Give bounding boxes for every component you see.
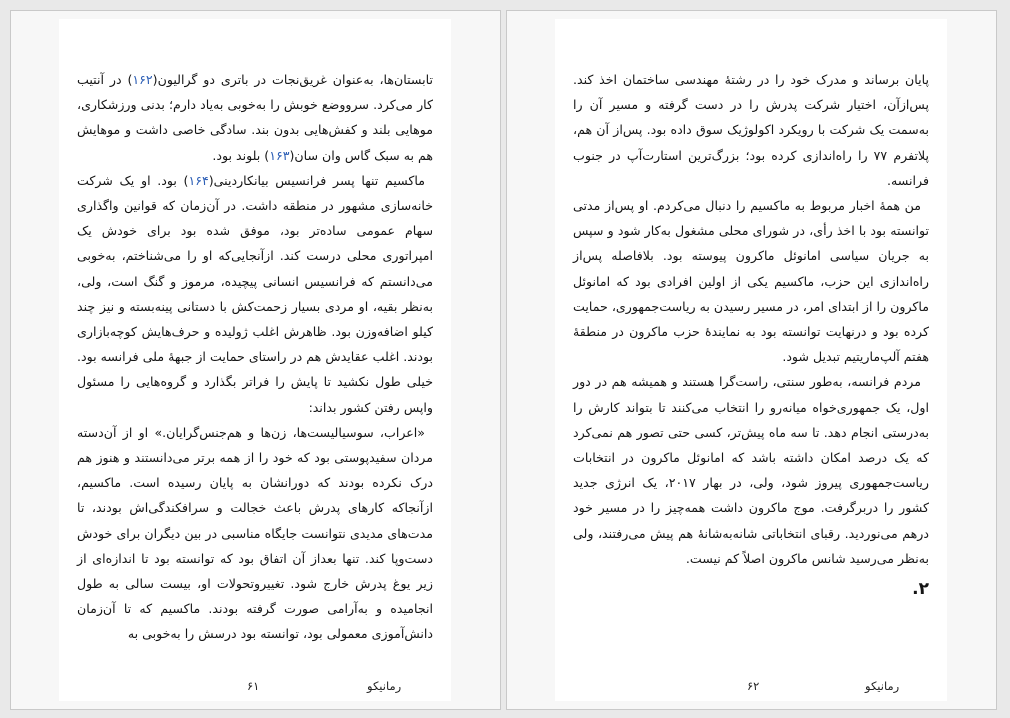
footnote-reference[interactable]: ۱۶۲ [132, 72, 153, 87]
paragraph: من همهٔ اخبار مربوط به ماکسیم را دنبال می‌کردم. او پس‌از مدتی توانسته بود با اخذ رأی، در شورای محلی مشغول به‌کار شود و سپس به جریان سیاسی امانوئل ماکرون پیوسته بود. بلافاصله پس‌از راه‌اندازی این حزب، ماکسیم یکی از اولین افرادی بود که امانوئل ماکرون را از ابتدای امر، در مسیر رسیدن به ریاست‌جمهوری، حمایت کرده بود و درنهایت توانسته بود به نمایندهٔ حزب ماکرون در منطقهٔ هفتم آلپ‌ماریتیم تبدیل شود. [573, 198, 929, 365]
paragraph: پایان برساند و مدرک خود را در رشتهٔ مهندسی ساختمان اخذ کند. پس‌ازآن، اختیار شرکت پدرش را در دست گرفته و مسیر آن را به‌سمت یک شرکت با رویکرد اکولوژیک سوق داده بود. پس‌از آن هم، پلاتفرم ۷۷ را راه‌اندازی کرده بود؛ بزرگ‌ترین استارت‌آپ در جنوب فرانسه. [573, 72, 929, 188]
footnote-reference[interactable]: ۱۶۴ [188, 172, 209, 188]
left-page [10, 10, 501, 710]
page-number: ۶۱ [247, 679, 260, 693]
footnote-reference[interactable]: ۱۶۳ [269, 147, 290, 163]
left-page-text [77, 67, 433, 647]
paragraph: «اعراب، سوسیالیست‌ها، زن‌ها و هم‌جنس‌گرایان.» او از آن‌دسته مردان سفیدپوستی بود که خود را از همه برتر می‌دانستند و هنوز هم درک نکرده بودند که دورانشان به پایان رسیده است. ماکسیم، ازآنجاکه کارهای پدرش باعث خجالت و سرافکندگی‌اش بودند، تا مدت‌های مدیدی نتوانست جایگاه مناسبی در بین دیگران برای خودش دست‌وپا کند. تنها بعداز آن اتفاق بود که توانسته بود تا اندازه‌ای از زیر یوغ پدرش خارج شود. تغییروتحولات او، بیست سالی به طول انجامیده و به‌آرامی صورت گرفته بودند. ماکسیم که تا آن‌زمان دانش‌آموزی معمولی بود، توانسته بود درسش را به‌خوبی به [77, 424, 433, 642]
paragraph: مردم فرانسه، به‌طور سنتی، راست‌گرا هستند و همیشه هم در دور اول، یک جمهوری‌خواه میانه‌رو را انتخاب می‌کنند تا بتواند کارش را به‌درستی انجام دهد. تا سه ماه پیش‌تر، کسی حتی تصور هم نمی‌کرد که یک درصد امکان داشته باشد که امانوئل ماکرون در انتخابات ریاست‌جمهوری پیروز شود، ولی، در بهار ۲۰۱۷، یک انرژی جدید کشور را دربرگرفت. موج ماکرون داشت همه‌چیز را در مسیر خود درهم می‌نوردید. رقبای انتخاباتی شانه‌به‌شانهٔ هم پیش می‌رفتند، ولی به‌نظر می‌رسید شانس ماکرون اصلاً کم نیست. [573, 374, 929, 566]
section-number: ۲. [912, 579, 929, 600]
paragraph: تابستان‌ها، به‌عنوان غریق‌نجات در باتری دو گرالیون(۱۶۲) در آنتیب کار می‌کرد. سرووضع خوبش را به‌خوبی به‌یاد دارم؛ بدنی ورزشکاری، موهایی بلند و کفش‌هایی بدون بند. سادگی خاصی داشت و موهایش هم به سبک گاس وان سان(۱۶۳) بلوند بود. [77, 72, 433, 163]
page-number: ۶۲ [747, 679, 760, 693]
right-page [506, 10, 997, 710]
running-head: رمانیکو [865, 679, 900, 693]
right-page-text [573, 67, 929, 601]
running-head: رمانیکو [367, 679, 402, 693]
paragraph: ماکسیم تنها پسر فرانسیس بیانکاردینی(۱۶۴) بود. او یک شرکت خانه‌سازی مشهور در منطقه داشت. در آن‌زمان که قوانین واگذاری سهام عمومی ساده‌تر بود، موفق شده بود برای خودش یک امپراتوری محلی درست کند. ازآنجایی‌که او را می‌شناختم، به‌خوبی می‌دانستم که فرانسیس انسانی پیچیده، مرموز و گنگ است، ولی، به‌نظر بقیه، او مردی بسیار زحمت‌کش با دستانی پینه‌بسته و نیز چند کیلو اضافه‌وزن بود. ظاهرش اغلب ژولیده و حرف‌هایش کوچه‌بازاری بودند. اغلب عقایدش هم در راستای حمایت از جبههٔ ملی فرانسه بود. خیلی طول نکشید تا پایش را فراتر بگذارد و گروه‌هایی را مسئول واپس رفتن کشور بداند: [77, 172, 433, 415]
